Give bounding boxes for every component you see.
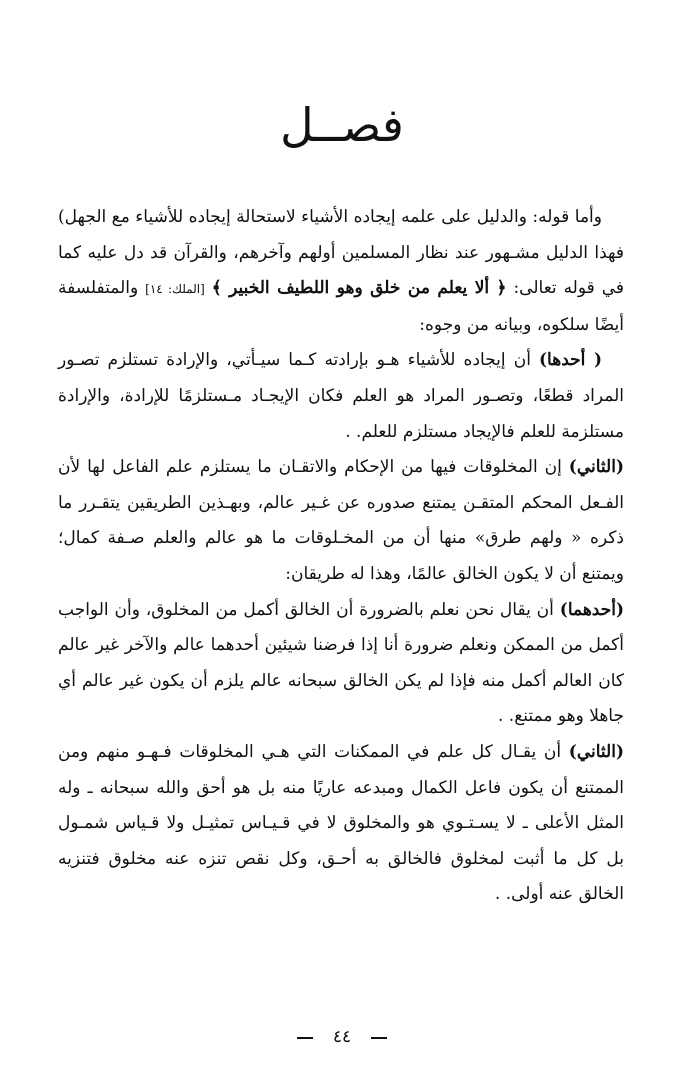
quran-verse: ﴿ ألا يعلم من خلق وهو اللطيف الخبير ﴾: [211, 278, 507, 299]
footer-dash-left: [297, 1037, 313, 1039]
paragraph-3: [58, 450, 624, 592]
chapter-heading: فصــل: [280, 98, 404, 152]
paragraph-1: [58, 200, 624, 343]
paragraph-5-text: أن يقـال كل علم في الممكنات التي هـي المخلوقات فـهـو منهم ومن الممتنع أن يكون فاعل الكمال ومبدعه عاريًا منه بل هو أحق والله سبحانه ـ وله المثل الأعلى ـ لا يسـتـوي هو والمخلوق لا في قـيـاس تمثيـل ولا قـياس شمـول بل كل ما أثبت لمخلوق فالخالق به أحـق، وكل نقص تنزه عنه مخلوق فتنزيه الخالق عنه أولى. .: [58, 741, 624, 905]
body-text: [58, 200, 624, 913]
paragraph-4-label: (أحدهما): [559, 599, 624, 620]
verse-reference: [الملك: ١٤]: [145, 282, 205, 297]
paragraph-2-text: أن إيجاده للأشياء هـو بإرادته كـما سيـأتي، والإرادة تستلزم تصـور المراد قطعًا، وتصـور المراد هو العلم فكان الإيجـاد مـستلزمًا للإرادة، والإرادة مستلزمة للعلم فالإيجاد مستلزم للعلم. .: [58, 350, 624, 442]
paragraph-2-label: ( أحدها): [539, 350, 602, 371]
page-number: ٤٤: [332, 1027, 352, 1047]
paragraph-1-text: وأما قوله: والدليل على علمه إيجاده الأشياء لاستحالة إيجاده للأشياء مع الجهل) فهذا الدليل مشـهور عند نظار المسلمين أولهم وآخرهم، والقرآن قد دل عليه كما في قوله تعالى:: [58, 207, 624, 299]
paragraph-4: [58, 593, 624, 735]
paragraph-3-label: (الثاني): [568, 457, 624, 478]
paragraph-1-end: والمتفلسفة أيضًا سلكوه، وبيانه من وجوه:: [58, 278, 624, 335]
paragraph-2: [58, 343, 624, 450]
page-footer: [0, 1027, 684, 1047]
paragraph-3-text: إن المخلوقات فيها من الإحكام والاتقـان ما يستلزم علم الفاعل لها لأن الفـعل المحكم المتقـن يمتنع صدوره عن غـير عالم، وبهـذين الطريقين يتقـرر ما ذكره « ولهم طرق» منها أن من المخـلوقات ما هو عالم والعلم صـفة كمال؛ ويمتنع أن لا يكون الخالق عالمًا، وهذا له طريقان:: [58, 457, 624, 584]
footer-dash-right: [371, 1037, 387, 1039]
paragraph-5: [58, 735, 624, 913]
paragraph-4-text: أن يقال نحن نعلم بالضرورة أن الخالق أكمل من المخلوق، وأن الواجب أكمل من الممكن ونعلم ضرورة أنا إذا فرضنا شيئين أحدهما عالم والآخر غير عالم كان العالم أكمل منه فإذا لم يكن الخالق سبحانه عالم يلزم أن يكون غير عالم أي جاهلا وهو ممتنع. .: [58, 599, 624, 727]
paragraph-5-label: (الثاني): [568, 741, 624, 762]
